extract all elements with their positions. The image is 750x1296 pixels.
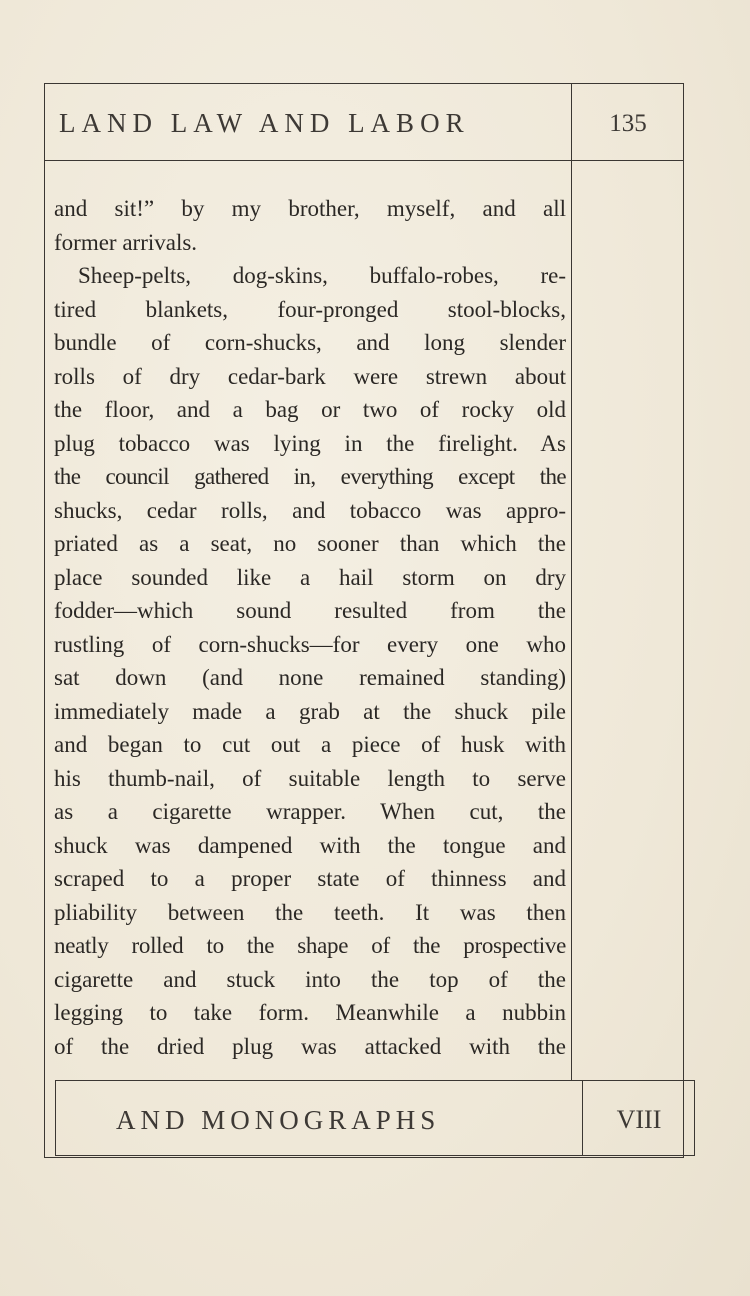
text-line: the council gathered in, everything except the xyxy=(54,464,566,489)
text-line: as a cigarette wrapper. When cut, the xyxy=(54,799,566,824)
body-text xyxy=(54,192,566,1063)
page-number: 135 xyxy=(609,110,647,137)
text-line: cigarette and stuck into the top of the xyxy=(54,966,566,992)
text-line: and sit!” by my brother, myself, and all xyxy=(54,196,566,221)
text-line: sat down (and none remained standing) xyxy=(54,665,566,690)
text-line: plug tobacco was lying in the firelight. As xyxy=(54,430,566,456)
text-line: rustling of corn-shucks—for every one who xyxy=(54,631,566,657)
text-line: pliability between the teeth. It was then xyxy=(54,899,566,925)
text-line: the floor, and a bag or two of rocky old xyxy=(54,397,566,422)
text-line: of the dried plug was attacked with the xyxy=(54,1033,566,1059)
text-line: rolls of dry cedar-bark were strewn about xyxy=(54,363,566,389)
text-line: legging to take form. Meanwhile a nubbin xyxy=(54,1000,566,1025)
text-line: tired blankets, four-pronged stool-blocks, xyxy=(54,296,566,322)
text-line: his thumb-nail, of suitable length to serve xyxy=(54,765,566,791)
footer-title: AND MONOGRAPHS xyxy=(116,1105,441,1135)
text-line: place sounded like a hail storm on dry xyxy=(54,564,566,590)
text-line: former arrivals. xyxy=(54,229,198,255)
text-line: shucks, cedar rolls, and tobacco was appro- xyxy=(54,497,566,523)
volume-numeral: VIII xyxy=(616,1105,662,1134)
running-header xyxy=(45,84,683,161)
footer-divider xyxy=(582,1081,583,1155)
text-line: priated as a seat, no sooner than which the xyxy=(54,531,566,556)
running-title: LAND LAW AND LABOR xyxy=(59,108,470,138)
text-line: Sheep-pelts, dog-skins, buffalo-robes, re- xyxy=(78,263,566,288)
margin-divider xyxy=(571,160,572,1080)
header-divider xyxy=(571,84,572,160)
text-line: shuck was dampened with the tongue and xyxy=(54,832,566,858)
text-line: scraped to a proper state of thinness and xyxy=(54,866,566,891)
text-line: immediately made a grab at the shuck pile xyxy=(54,698,566,724)
text-line: fodder—which sound resulted from the xyxy=(54,598,566,623)
text-line: and began to cut out a piece of husk with xyxy=(54,732,566,757)
text-line: bundle of corn-shucks, and long slender xyxy=(54,330,566,355)
text-line: neatly rolled to the shape of the prospective xyxy=(54,933,566,958)
running-footer xyxy=(55,1080,695,1156)
